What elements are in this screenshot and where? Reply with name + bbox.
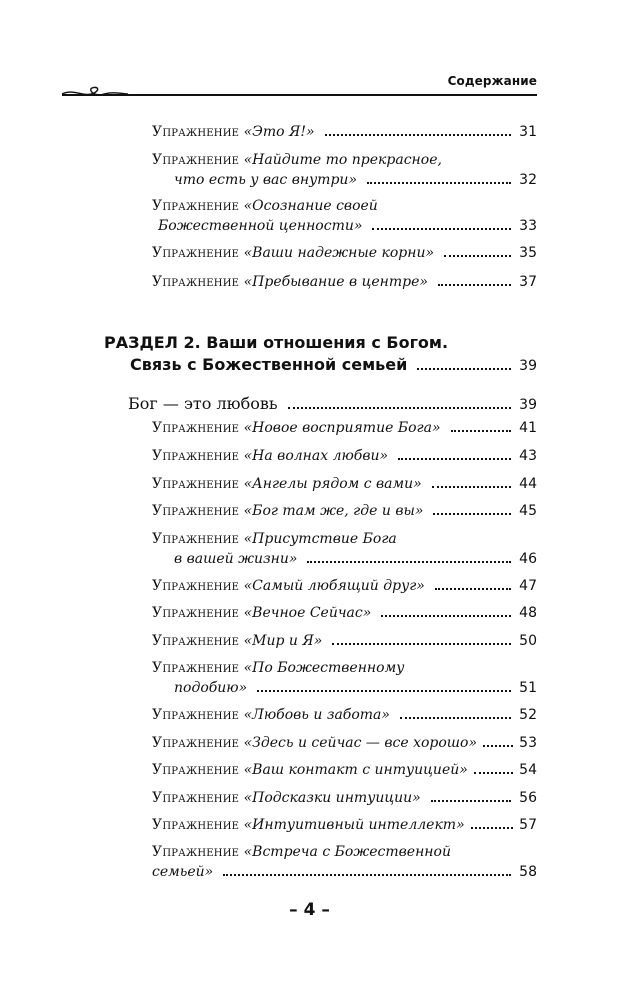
entry-title-continued: подобию» xyxy=(174,680,248,696)
toc-entry[interactable] xyxy=(152,576,537,596)
entry-label: Упражнение xyxy=(152,605,240,621)
entry-title: «Здесь и сейчас — все хорошо» xyxy=(243,735,478,751)
entry-label: Упражнение xyxy=(152,660,240,676)
header-rule xyxy=(62,94,537,96)
entry-label: Упражнение xyxy=(152,152,240,168)
toc-entry[interactable] xyxy=(152,631,537,651)
toc-entry[interactable] xyxy=(152,842,537,882)
entry-page-number: 45 xyxy=(519,503,537,519)
entry-page-number: 56 xyxy=(519,790,537,806)
entry-page-number: 31 xyxy=(519,124,537,140)
entry-title: «По Божественному xyxy=(243,660,405,676)
toc-entry[interactable] xyxy=(152,658,537,698)
dot-leader xyxy=(417,368,511,370)
entry-page-number: 44 xyxy=(519,476,537,492)
entry-page-number: 48 xyxy=(519,605,537,621)
chapter-page-number: 39 xyxy=(519,397,537,413)
dot-leader xyxy=(435,588,511,590)
entry-title-continued: в вашей жизни» xyxy=(174,551,298,567)
entry-page-number: 33 xyxy=(519,218,537,234)
entry-page-number: 43 xyxy=(519,448,537,464)
entry-page-number: 41 xyxy=(519,420,537,436)
toc-entry[interactable] xyxy=(152,788,537,808)
entry-label: Упражнение xyxy=(152,531,240,547)
entry-label: Упражнение xyxy=(152,578,240,594)
toc-entry[interactable] xyxy=(152,418,537,438)
entry-title: «Пребывание в центре» xyxy=(243,274,428,290)
dot-leader xyxy=(288,407,512,409)
dot-leader xyxy=(431,800,511,802)
entry-title: «Ваши надежные корни» xyxy=(243,245,435,261)
dot-leader xyxy=(471,827,514,829)
toc-entry[interactable] xyxy=(152,705,537,725)
dot-leader xyxy=(257,690,511,692)
section-heading[interactable] xyxy=(104,332,537,377)
entry-page-number: 53 xyxy=(519,735,537,751)
dot-leader xyxy=(307,561,511,563)
dot-leader xyxy=(432,486,511,488)
entry-label: Упражнение xyxy=(152,124,240,140)
entry-title: «Новое восприятие Бога» xyxy=(243,420,441,436)
entry-label: Упражнение xyxy=(152,735,240,751)
entry-title-continued: семьей» xyxy=(152,864,214,880)
entry-page-number: 57 xyxy=(519,817,537,833)
section-title-line1: РАЗДЕЛ 2. Ваши отношения с Богом. xyxy=(104,333,449,352)
entry-page-number: 50 xyxy=(519,633,537,649)
entry-page-number: 37 xyxy=(519,274,537,290)
entry-title: «Самый любящий друг» xyxy=(243,578,425,594)
entry-title: «Ваш контакт с интуицией» xyxy=(243,762,468,778)
entry-page-number: 58 xyxy=(519,864,537,880)
dot-leader xyxy=(400,717,511,719)
entry-page-number: 47 xyxy=(519,578,537,594)
entry-label: Упражнение xyxy=(152,817,240,833)
entry-title: «Подсказки интуиции» xyxy=(243,790,421,806)
entry-page-number: 51 xyxy=(519,680,537,696)
entry-title: «Найдите то прекрасное, xyxy=(243,152,442,168)
dot-leader xyxy=(444,255,511,257)
toc-entry[interactable] xyxy=(152,733,537,753)
entry-title: «На волнах любви» xyxy=(243,448,389,464)
entry-title-continued: Божественной ценности» xyxy=(158,218,363,234)
entry-title: «Присутствие Бога xyxy=(243,531,397,547)
toc-entry[interactable] xyxy=(152,474,537,494)
entry-page-number: 32 xyxy=(519,172,537,188)
toc-entry[interactable] xyxy=(152,243,537,263)
section-page-number: 39 xyxy=(519,358,537,374)
entry-title: «Интуитивный интеллект» xyxy=(243,817,465,833)
entry-title: «Это Я!» xyxy=(243,124,315,140)
entry-title: «Вечное Сейчас» xyxy=(243,605,372,621)
entry-label: Упражнение xyxy=(152,448,240,464)
entry-label: Упражнение xyxy=(152,198,240,214)
entry-label: Упражнение xyxy=(152,245,240,261)
dot-leader xyxy=(433,513,511,515)
entry-label: Упражнение xyxy=(152,844,240,860)
dot-leader xyxy=(483,745,513,747)
entry-title: «Встреча с Божественной xyxy=(243,844,451,860)
dot-leader xyxy=(223,874,511,876)
toc-entry[interactable] xyxy=(152,603,537,623)
header-flourish-ornament xyxy=(60,84,130,100)
toc-entry[interactable] xyxy=(152,446,537,466)
dot-leader xyxy=(451,430,512,432)
toc-entry[interactable] xyxy=(152,760,537,780)
entry-title: «Ангелы рядом с вами» xyxy=(243,476,422,492)
section-title-line2: Связь с Божественной семьей xyxy=(130,355,408,374)
chapter-entry[interactable] xyxy=(128,393,537,416)
dot-leader xyxy=(367,182,511,184)
dot-leader xyxy=(372,228,511,230)
page-number-footer: – 4 – xyxy=(289,900,330,920)
entry-label: Упражнение xyxy=(152,503,240,519)
entry-label: Упражнение xyxy=(152,274,240,290)
toc-entry[interactable] xyxy=(152,150,537,190)
chapter-title: Бог — это любовь xyxy=(128,394,278,413)
toc-entry[interactable] xyxy=(152,529,537,569)
entry-label: Упражнение xyxy=(152,420,240,436)
entry-page-number: 52 xyxy=(519,707,537,723)
dot-leader xyxy=(398,458,511,460)
entry-page-number: 35 xyxy=(519,245,537,261)
entry-label: Упражнение xyxy=(152,762,240,778)
dot-leader xyxy=(474,772,513,774)
dot-leader xyxy=(381,615,511,617)
dot-leader xyxy=(332,643,511,645)
entry-page-number: 54 xyxy=(519,762,537,778)
dot-leader xyxy=(438,284,511,286)
entry-title: «Осознание своей xyxy=(243,198,378,214)
toc-entry[interactable] xyxy=(152,196,537,236)
entry-label: Упражнение xyxy=(152,633,240,649)
entry-label: Упражнение xyxy=(152,476,240,492)
toc-entry[interactable] xyxy=(152,815,537,835)
entry-title: «Любовь и забота» xyxy=(243,707,390,723)
entry-title-continued: что есть у вас внутри» xyxy=(174,172,358,188)
toc-entry[interactable] xyxy=(152,272,537,292)
toc-entry[interactable] xyxy=(152,122,537,142)
toc-entry[interactable] xyxy=(152,501,537,521)
running-header-title: Содержание xyxy=(447,74,537,88)
dot-leader xyxy=(325,134,512,136)
entry-page-number: 46 xyxy=(519,551,537,567)
entry-title: «Бог там же, где и вы» xyxy=(243,503,424,519)
entry-label: Упражнение xyxy=(152,707,240,723)
entry-title: «Мир и Я» xyxy=(243,633,323,649)
entry-label: Упражнение xyxy=(152,790,240,806)
